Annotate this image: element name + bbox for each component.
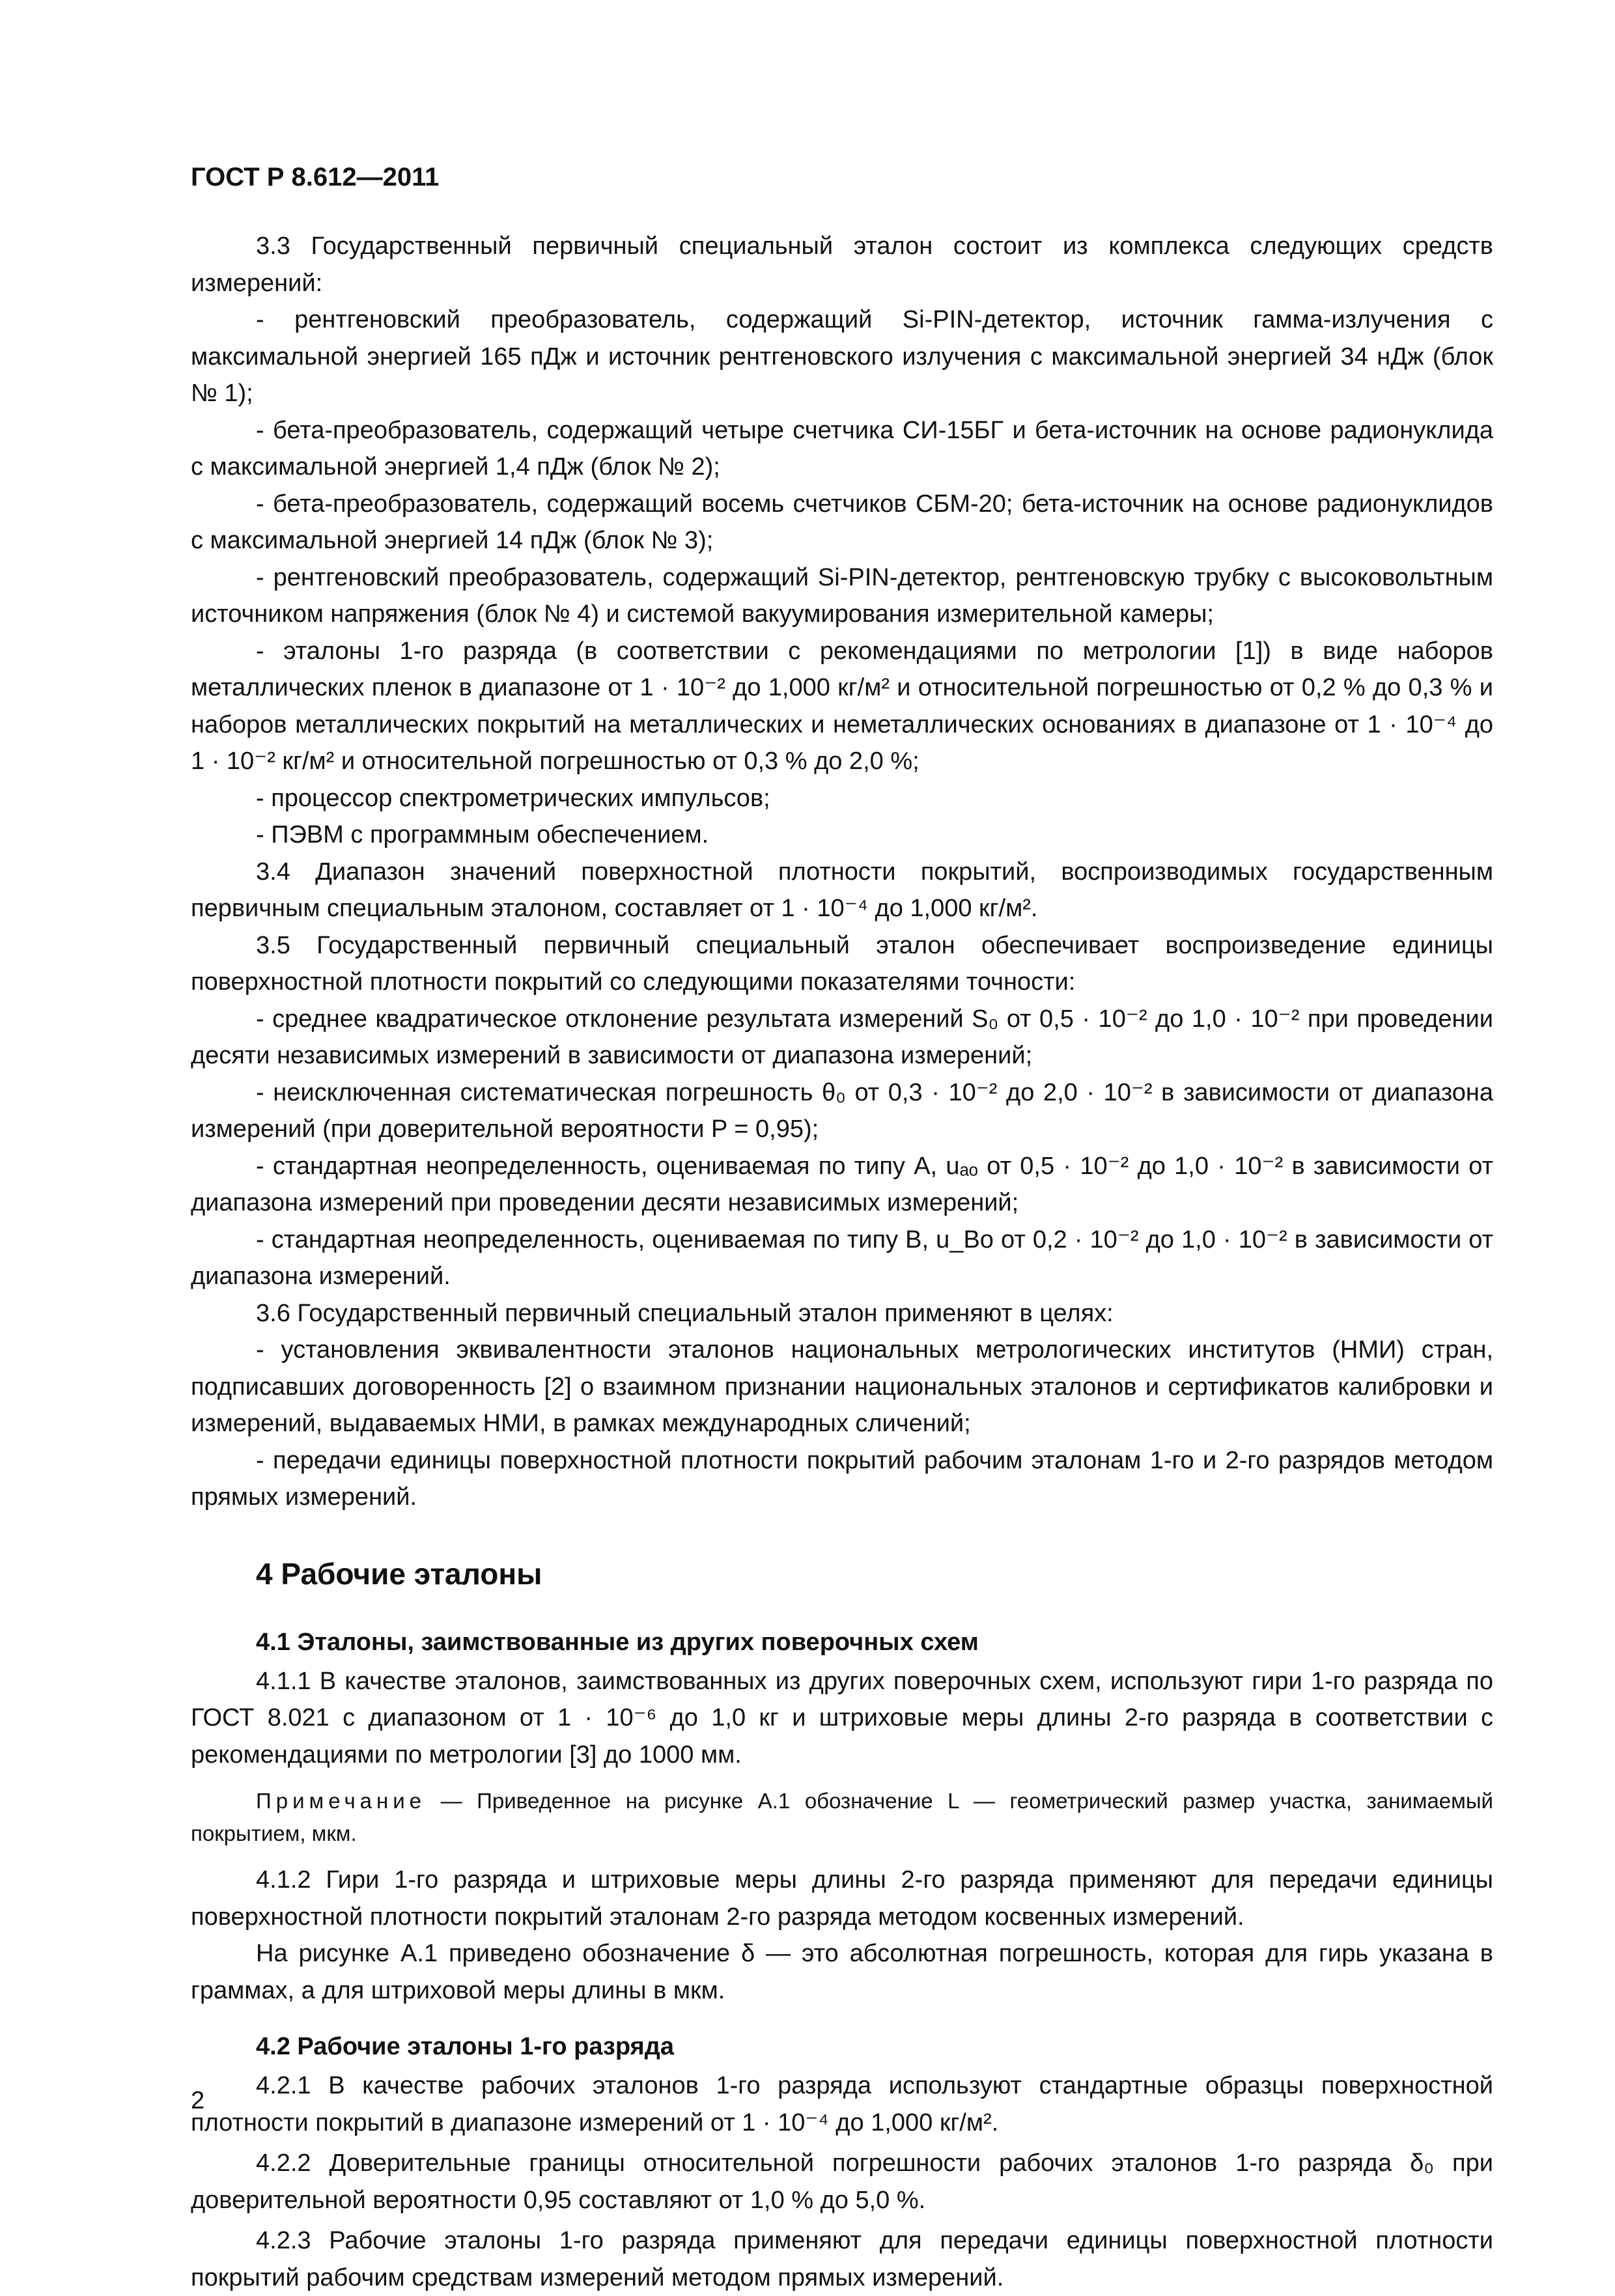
- list-item: - среднее квадратическое отклонение результата измерений S₀ от 0,5 · 10⁻² до 1,0 · 10⁻² при проведении десяти независимых измерений в зависимости от диапазона измерений;: [191, 1005, 1493, 1069]
- list-item: - эталоны 1-го разряда (в соответствии с рекомендациями по метрологии [1]) в виде наборов металлических пленок в диапазоне от 1 · 10⁻² до 1,000 кг/м² и относительной погрешностью от 0,2 % до 0,3 % и наборов металлических покрытий на металлических и неметаллических основаниях в диапазоне от 1 · 10⁻⁴ до 1 · 10⁻² кг/м² и относительной погрешностью от 0,3 % до 2,0 %;: [191, 637, 1493, 775]
- list-item: - стандартная неопределенность, оцениваемая по типу А, uₐₒ от 0,5 · 10⁻² до 1,0 · 10⁻² в зависимости от диапазона измерений при проведении десяти независимых измерений;: [191, 1152, 1493, 1216]
- note: [191, 1785, 1493, 1850]
- paragraph-4-2-1: 4.2.1 В качестве рабочих эталонов 1-го разряда используют стандартные образцы поверхностной плотности покрытий в диапазоне измерений от 1 · 10⁻⁴ до 1,000 кг/м².: [191, 2072, 1493, 2136]
- note-text: — Приведенное на рисунке А.1 обозначение L — геометрический размер участка, занимаемый покрытием, мкм.: [191, 1789, 1493, 1845]
- document-body: [191, 228, 1493, 2296]
- paragraph-3-6: 3.6 Государственный первичный специальный эталон применяют в целях:: [256, 1299, 1114, 1327]
- list-item: - стандартная неопределенность, оцениваемая по типу В, u_Bo от 0,2 · 10⁻² до 1,0 · 10⁻² в зависимости от диапазона измерений.: [191, 1225, 1493, 1290]
- paragraph-4-1-2-continued: На рисунке А.1 приведено обозначение δ — это абсолютная погрешность, которая для гирь указана в граммах, а для штриховой меры длины в мкм.: [191, 1940, 1493, 2004]
- subsection-4-2-heading: 4.2 Рабочие эталоны 1-го разряда: [256, 2033, 674, 2060]
- list-item: - неисключенная систематическая погрешность θ₀ от 0,3 · 10⁻² до 2,0 · 10⁻² в зависимости от диапазона измерений (при доверительной вероятности P = 0,95);: [191, 1078, 1493, 1143]
- list-item: - бета-преобразователь, содержащий восемь счетчиков СБМ-20; бета-источник на основе радионуклидов с максимальной энергией 14 пДж (блок № 3);: [191, 490, 1493, 554]
- list-item: - установления эквивалентности эталонов национальных метрологических институтов (НМИ) стран, подписавших договоренность [2] о взаимном признании национальных эталонов и сертификатов калибровки и измерений, выдаваемых НМИ, в рамках международных сличений;: [191, 1336, 1493, 1437]
- paragraph-3-5: 3.5 Государственный первичный специальный эталон обеспечивает воспроизведение единицы поверхностной плотности покрытий со следующими показателями точности:: [191, 931, 1493, 996]
- section-4-heading: 4 Рабочие эталоны: [256, 1556, 542, 1591]
- list-item: - бета-преобразователь, содержащий четыре счетчика СИ-15БГ и бета-источник на основе радионуклида с максимальной энергией 1,4 пДж (блок № 2);: [191, 416, 1493, 481]
- list-item: - рентгеновский преобразователь, содержащий Si-PIN-детектор, рентгеновскую трубку с высоковольтным источником напряжения (блок № 4) и системой вакуумирования измерительной камеры;: [191, 563, 1493, 628]
- paragraph-3-3: 3.3 Государственный первичный специальный эталон состоит из комплекса следующих средств измерений:: [191, 232, 1493, 297]
- list-item: - ПЭВМ с программным обеспечением.: [256, 821, 709, 848]
- document-header: ГОСТ Р 8.612—2011: [191, 163, 440, 191]
- list-item: - рентгеновский преобразователь, содержащий Si-PIN-детектор, источник гамма-излучения с максимальной энергией 165 пДж и источник рентгеновского излучения с максимальной энергией 34 нДж (блок № 1);: [191, 306, 1493, 407]
- note-label: Примечание: [256, 1789, 427, 1813]
- paragraph-4-1-1: 4.1.1 В качестве эталонов, заимствованных из других поверочных схем, используют гири 1-го разряда по ГОСТ 8.021 с диапазоном от 1 · 10⁻⁶ до 1,0 кг и штриховые меры длины 2-го разряда в соответствии с рекомендациями по метрологии [3] до 1000 мм.: [191, 1667, 1493, 1769]
- paragraph-4-1-2: 4.1.2 Гири 1-го разряда и штриховые меры длины 2-го разряда применяют для передачи единицы поверхностной плотности покрытий эталонам 2-го разряда методом косвенных измерений.: [191, 1866, 1493, 1931]
- list-item: - процессор спектрометрических импульсов;: [256, 784, 770, 812]
- page-number: 2: [191, 2087, 205, 2114]
- paragraph-4-2-3: 4.2.3 Рабочие эталоны 1-го разряда применяют для передачи единицы поверхностной плотности покрытий рабочим средствам измерений методом прямых измерений.: [191, 2227, 1493, 2291]
- paragraph-4-2-2: 4.2.2 Доверительные границы относительной погрешности рабочих эталонов 1-го разряда δ₀ при доверительной вероятности 0,95 составляют от 1,0 % до 5,0 %.: [191, 2149, 1493, 2214]
- paragraph-3-4: 3.4 Диапазон значений поверхностной плотности покрытий, воспроизводимых государственным первичным специальным эталоном, составляет от 1 · 10⁻⁴ до 1,000 кг/м².: [191, 858, 1493, 922]
- list-item: - передачи единицы поверхностной плотности покрытий рабочим эталонам 1-го и 2-го разрядов методом прямых измерений.: [191, 1446, 1493, 1511]
- subsection-4-1-heading: 4.1 Эталоны, заимствованные из других поверочных схем: [256, 1628, 979, 1656]
